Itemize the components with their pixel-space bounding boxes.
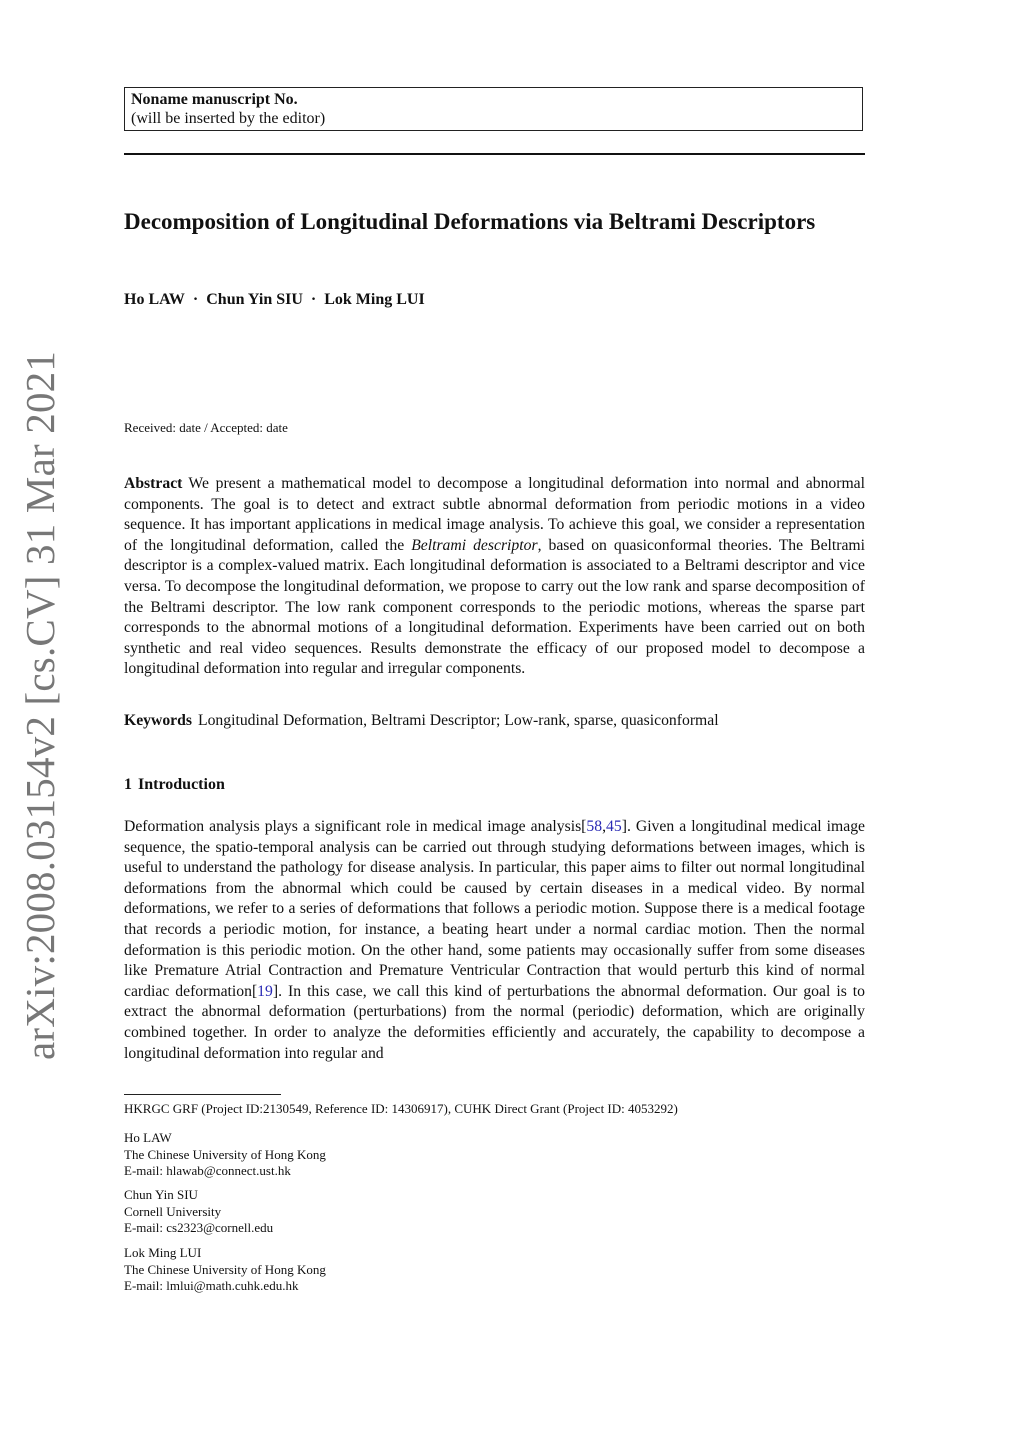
abstract-italic-term: Beltrami descriptor <box>411 536 538 554</box>
author-list <box>124 290 844 310</box>
affiliation-block <box>124 1130 326 1180</box>
author-name: Chun Yin SIU <box>206 291 303 308</box>
section-heading <box>124 776 225 794</box>
intro-text: ]. Given a longitudinal medical image sequence, the spatio-temporal analysis can be carried out through studying deformations between images, which is useful to understand the pathology for disease analysis. In particular, this paper aims to filter out normal longitudinal deformations from the abnormal which could be caused by certain diseases in a medical video. By normal deformations, we refer to a series of deformations that follows a periodic motion. Suppose there is a medical footage that records a periodic motion, for instance, a beating heart under a normal cardiac motion. Then the normal deformation is this periodic motion. On the other hand, some patients may occasionally suffer from some diseases like Premature Atrial Contraction and Premature Ventricular Contraction that would perturb this kind of normal cardiac deformation[ <box>124 818 866 1000</box>
citation-link[interactable]: 58 <box>586 818 603 835</box>
abstract-text: We present a mathematical model to decompose a longitudinal deformation into normal and abnormal components. The goal is to detect and extract subtle abnormal deformation from periodic motions in a video sequence. It has important applications in medical image analysis. To achieve this goal, we consider a representation of the longitudinal deformation, called the <box>124 475 865 554</box>
author-separator: · <box>310 291 317 308</box>
introduction-paragraph <box>124 817 865 1064</box>
intro-text: ]. In this case, we call this kind of perturbations the abnormal deformation. Our goal is to extract the abnormal deformation (perturbations) from the normal (periodic) deformation, which are originally combined together. In order to analyze the deformities efficiently and accurately, the capability to decompose a longitudinal deformation into regular and <box>124 982 865 1062</box>
funding-footnote: HKRGC GRF (Project ID:2130549, Reference ID: 14306917), CUHK Direct Grant (Project ID: 4053292) <box>124 1101 678 1116</box>
affiliation-name: Chun Yin SIU <box>124 1187 198 1202</box>
abstract-text: , based on quasiconformal theories. The Beltrami descriptor is a complex-valued matrix. Each longitudinal deformation is associated to a Beltrami descriptor and vice versa. To decompose the longitudinal deformation, we propose to carry out the low rank and sparse decomposition of the Beltrami descriptor. The low rank component corresponds to the periodic motions, whereas the sparse part corresponds to the abnormal motions of a longitudinal deformation. Experiments have been carried out on both synthetic and real video sequences. Results demonstrate the efficacy of our proposed model to decompose a longitudinal deformation into regular and irregular components. <box>124 536 865 678</box>
affiliation-block <box>124 1245 326 1295</box>
manuscript-number-box <box>124 87 863 131</box>
citation-separator: , <box>602 818 607 835</box>
affiliation-block <box>124 1187 273 1237</box>
affiliation-institution: The Chinese University of Hong Kong <box>124 1146 326 1162</box>
affiliation-institution: The Chinese University of Hong Kong <box>124 1261 326 1277</box>
abstract-label: Abstract <box>124 475 183 492</box>
affiliation-name: Lok Ming LUI <box>124 1245 202 1260</box>
author-separator: · <box>192 291 199 308</box>
section-number: 1 <box>124 776 132 793</box>
keywords-text: Longitudinal Deformation, Beltrami Descriptor; Low-rank, sparse, quasiconformal <box>197 712 719 729</box>
affiliation-name: Ho LAW <box>124 1130 172 1145</box>
manuscript-note: (will be inserted by the editor) <box>131 110 326 127</box>
manuscript-label: Noname manuscript No. <box>131 91 298 108</box>
citation-link[interactable]: 45 <box>606 818 622 835</box>
author-name: Lok Ming LUI <box>324 291 425 308</box>
abstract <box>124 474 865 680</box>
keywords-label: Keywords <box>124 712 192 729</box>
intro-text: Deformation analysis plays a significant role in medical image analysis[ <box>124 818 587 835</box>
affiliation-email: E-mail: cs2323@cornell.edu <box>124 1220 274 1235</box>
paper-title: Decomposition of Longitudinal Deformations via Beltrami Descriptors <box>124 209 816 234</box>
keywords <box>124 711 865 732</box>
received-date: Received: date / Accepted: date <box>124 420 288 435</box>
footnote-rule <box>124 1094 281 1095</box>
section-title: Introduction <box>138 776 225 793</box>
citation-link[interactable]: 19 <box>257 982 273 1000</box>
affiliation-email: E-mail: lmlui@math.cuhk.edu.hk <box>124 1278 299 1293</box>
affiliation-institution: Cornell University <box>124 1203 222 1219</box>
header-rule <box>124 153 865 155</box>
affiliation-email: E-mail: hlawab@connect.ust.hk <box>124 1163 291 1178</box>
author-name: Ho LAW <box>124 291 185 308</box>
arxiv-identifier-stamp: arXiv:2008.03154v2 [cs.CV] 31 Mar 2021 <box>17 350 63 1060</box>
